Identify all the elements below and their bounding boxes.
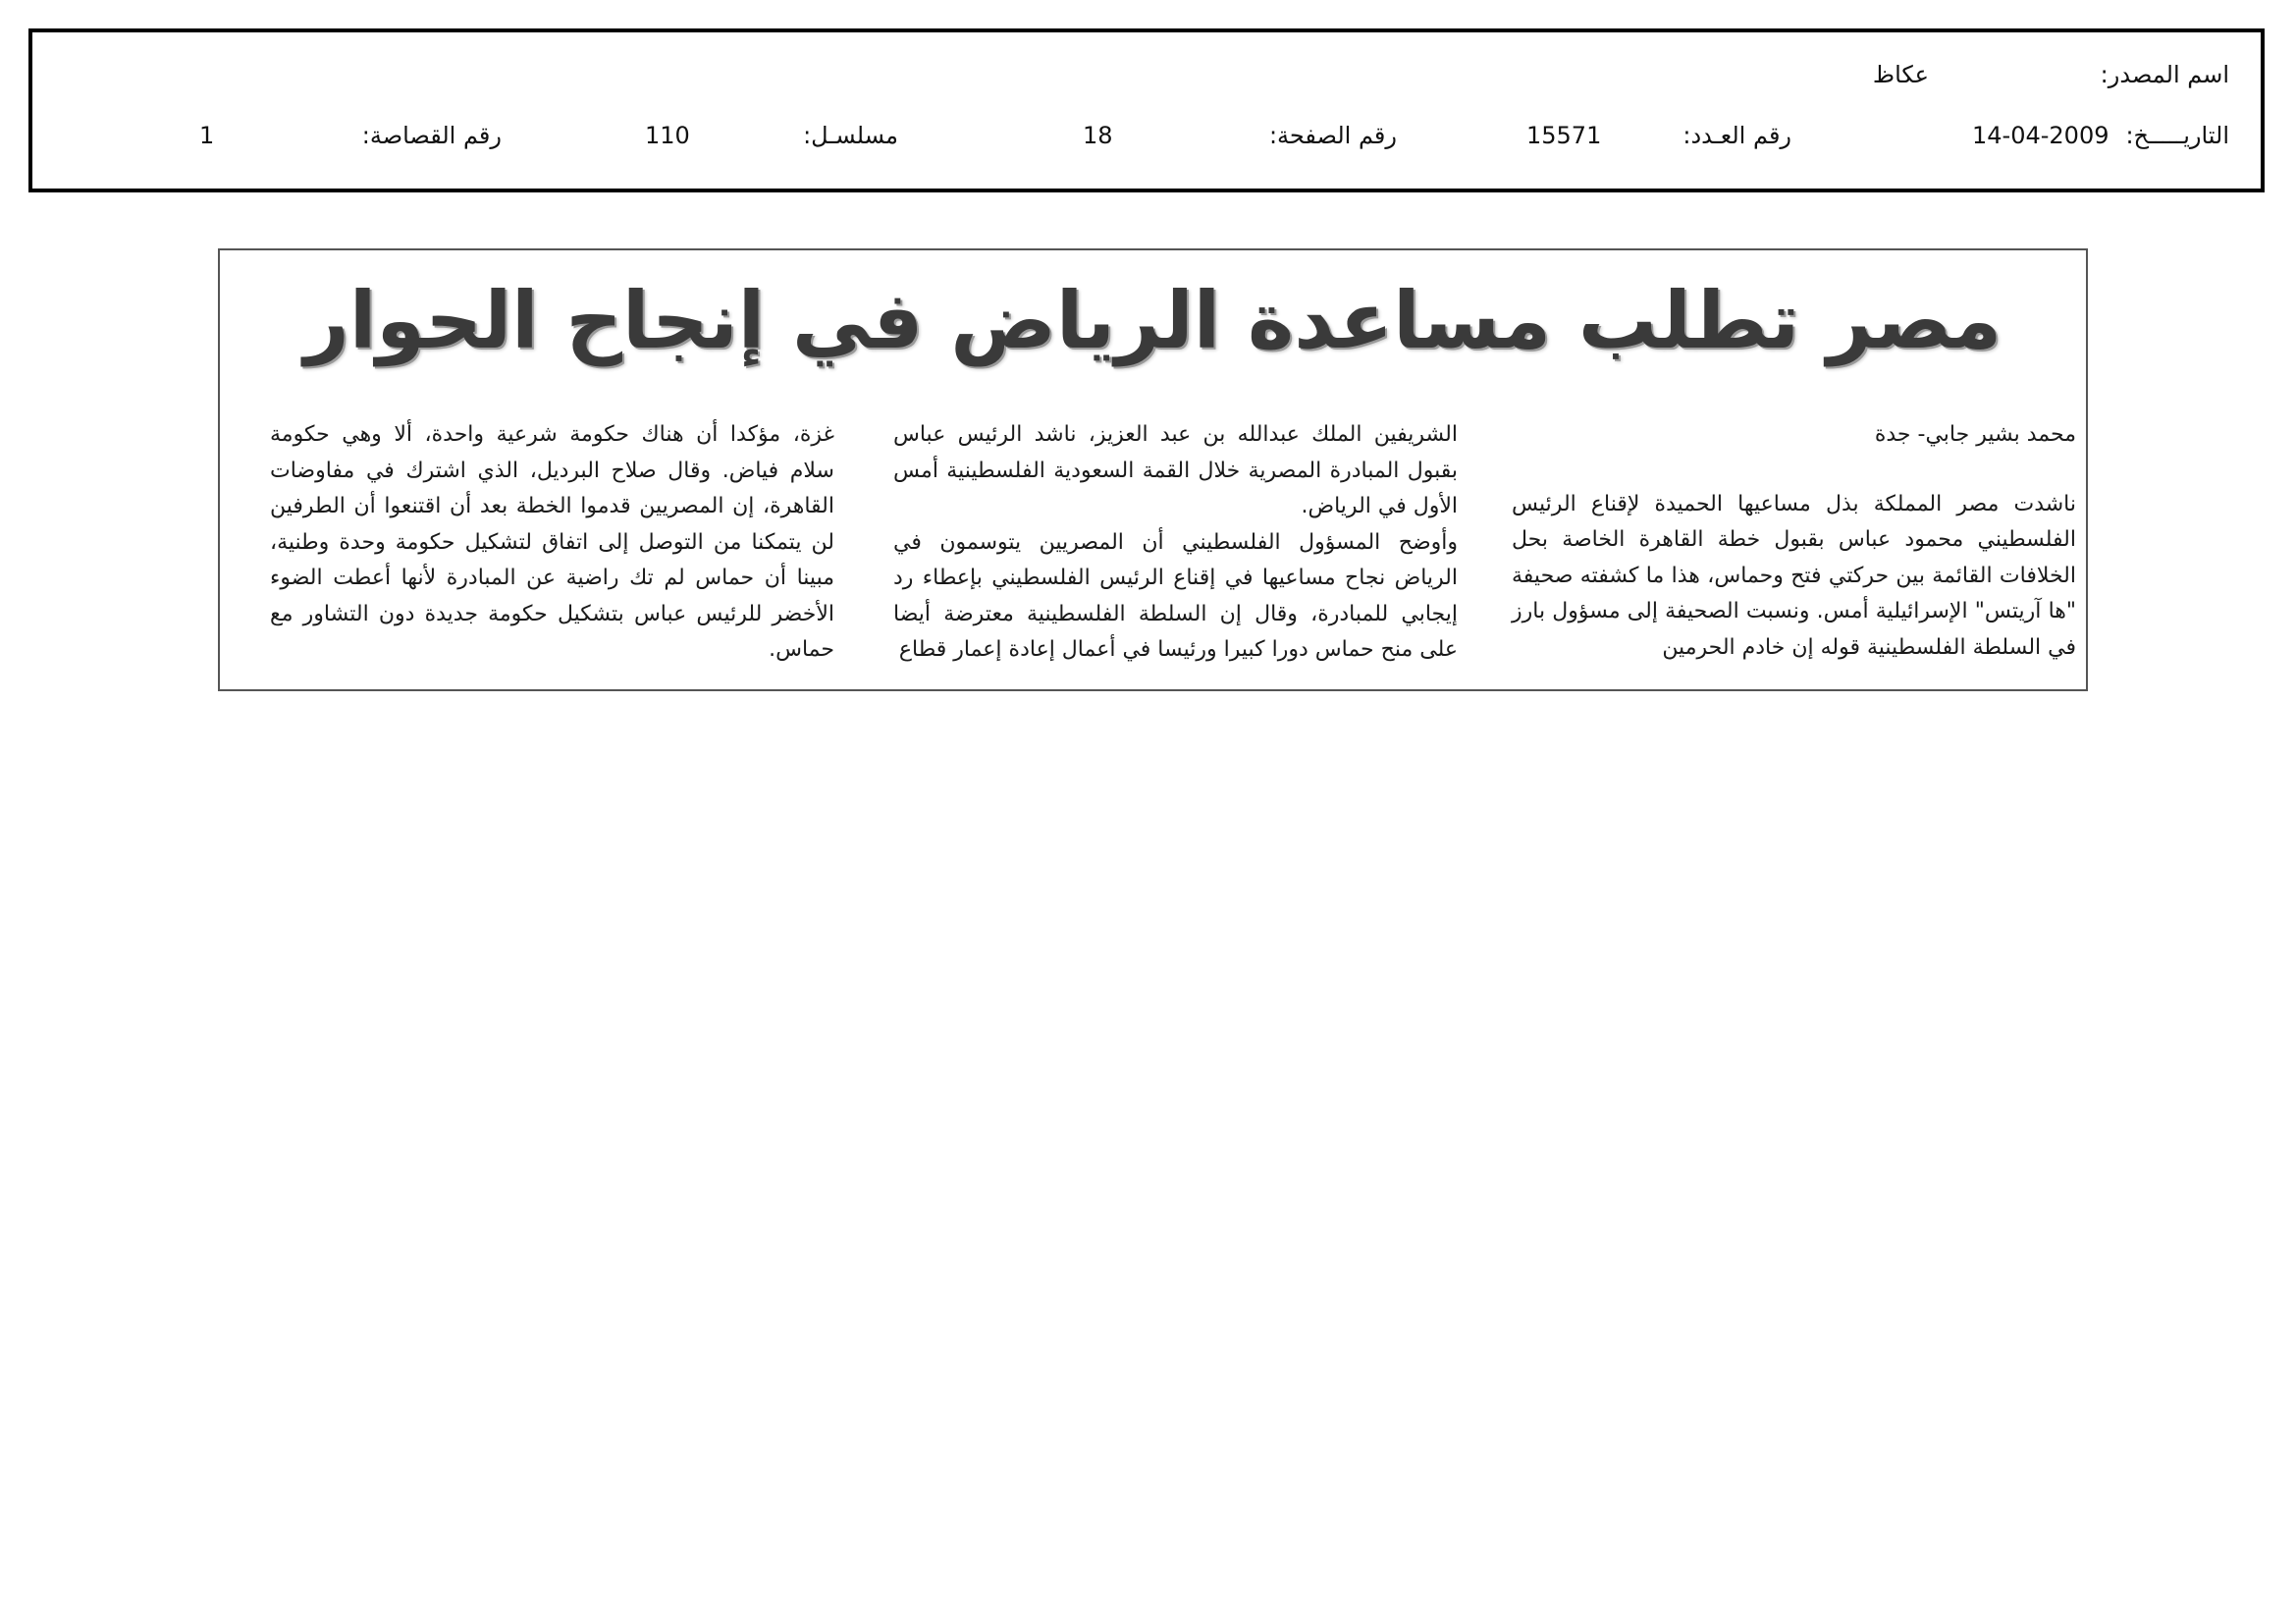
article-column-2 — [893, 417, 1458, 669]
date-value: 14-04-2009 — [1972, 122, 2109, 149]
article-clipping — [218, 248, 2088, 691]
serial-value: 110 — [645, 122, 690, 149]
metadata-header — [28, 28, 2265, 192]
source-label: اسم المصدر: — [2100, 61, 2229, 88]
date-label: التاريـــــخ: — [2125, 122, 2229, 149]
clip-label: رقم القصاصة: — [361, 122, 502, 149]
article-headline: مصر تطلب مساعدة الرياض في إنجاح الحوار — [303, 275, 2002, 366]
clip-value: 1 — [199, 122, 215, 149]
column-2-text-a: الشريفين الملك عبدالله بن عبد العزيز، ناشد الرئيس عباس بقبول المبادرة المصرية خلال القمة السعودية الفلسطينية أمس الأول في الرياض. — [893, 422, 1458, 518]
article-byline: محمد بشير جابي- جدة — [1874, 422, 2076, 447]
column-2-text-b: وأوضح المسؤول الفلسطيني أن المصريين يتوسمون في الرياض نجاح مساعيها في إقناع الرئيس الفلسطيني بإعطاء رد إيجابي للمبادرة، وقال إن السلطة الفلسطينية معترضة أيضا على منح حماس دورا كبيرا ورئيسا في أعمال إعادة إعمار قطاع — [893, 529, 1458, 662]
page-label: رقم الصفحة: — [1268, 122, 1397, 149]
serial-label: مسلسـل: — [803, 122, 898, 149]
page-value: 18 — [1083, 122, 1113, 149]
issue-label: رقم العـدد: — [1682, 122, 1791, 149]
issue-value: 15571 — [1526, 122, 1602, 149]
source-value: عكاظ — [1872, 61, 1929, 88]
article-column-3 — [270, 417, 834, 669]
column-1-text: ناشدت مصر المملكة بذل مساعيها الحميدة لإقناع الرئيس الفلسطيني محمود عباس بقبول خطة القاهرة الخاصة بحل الخلافات القائمة بين حركتي فتح وحماس، هذا ما كشفته صحيفة "ها آريتس" الإسرائيلية أمس. ونسبت الصحيفة إلى مسؤول بارز في السلطة الفلسطينية قوله إن خادم الحرمين — [1512, 491, 2076, 660]
column-3-text: غزة، مؤكدا أن هناك حكومة شرعية واحدة، ألا وهي حكومة سلام فياض. وقال صلاح البرديل، الذي اشترك في مفاوضات القاهرة، إن المصريين قدموا الخطة بعد أن اقتنعوا أن الطرفين لن يتمكنا من التوصل إلى اتفاق لتشكيل حكومة وحدة وطنية، مبينا أن حماس لم تك راضية عن المبادرة لأنها أعطت الضوء الأخضر للرئيس عباس بتشكيل حكومة جديدة دون التشاور مع حماس. — [270, 422, 834, 662]
article-column-1 — [1512, 417, 2076, 666]
